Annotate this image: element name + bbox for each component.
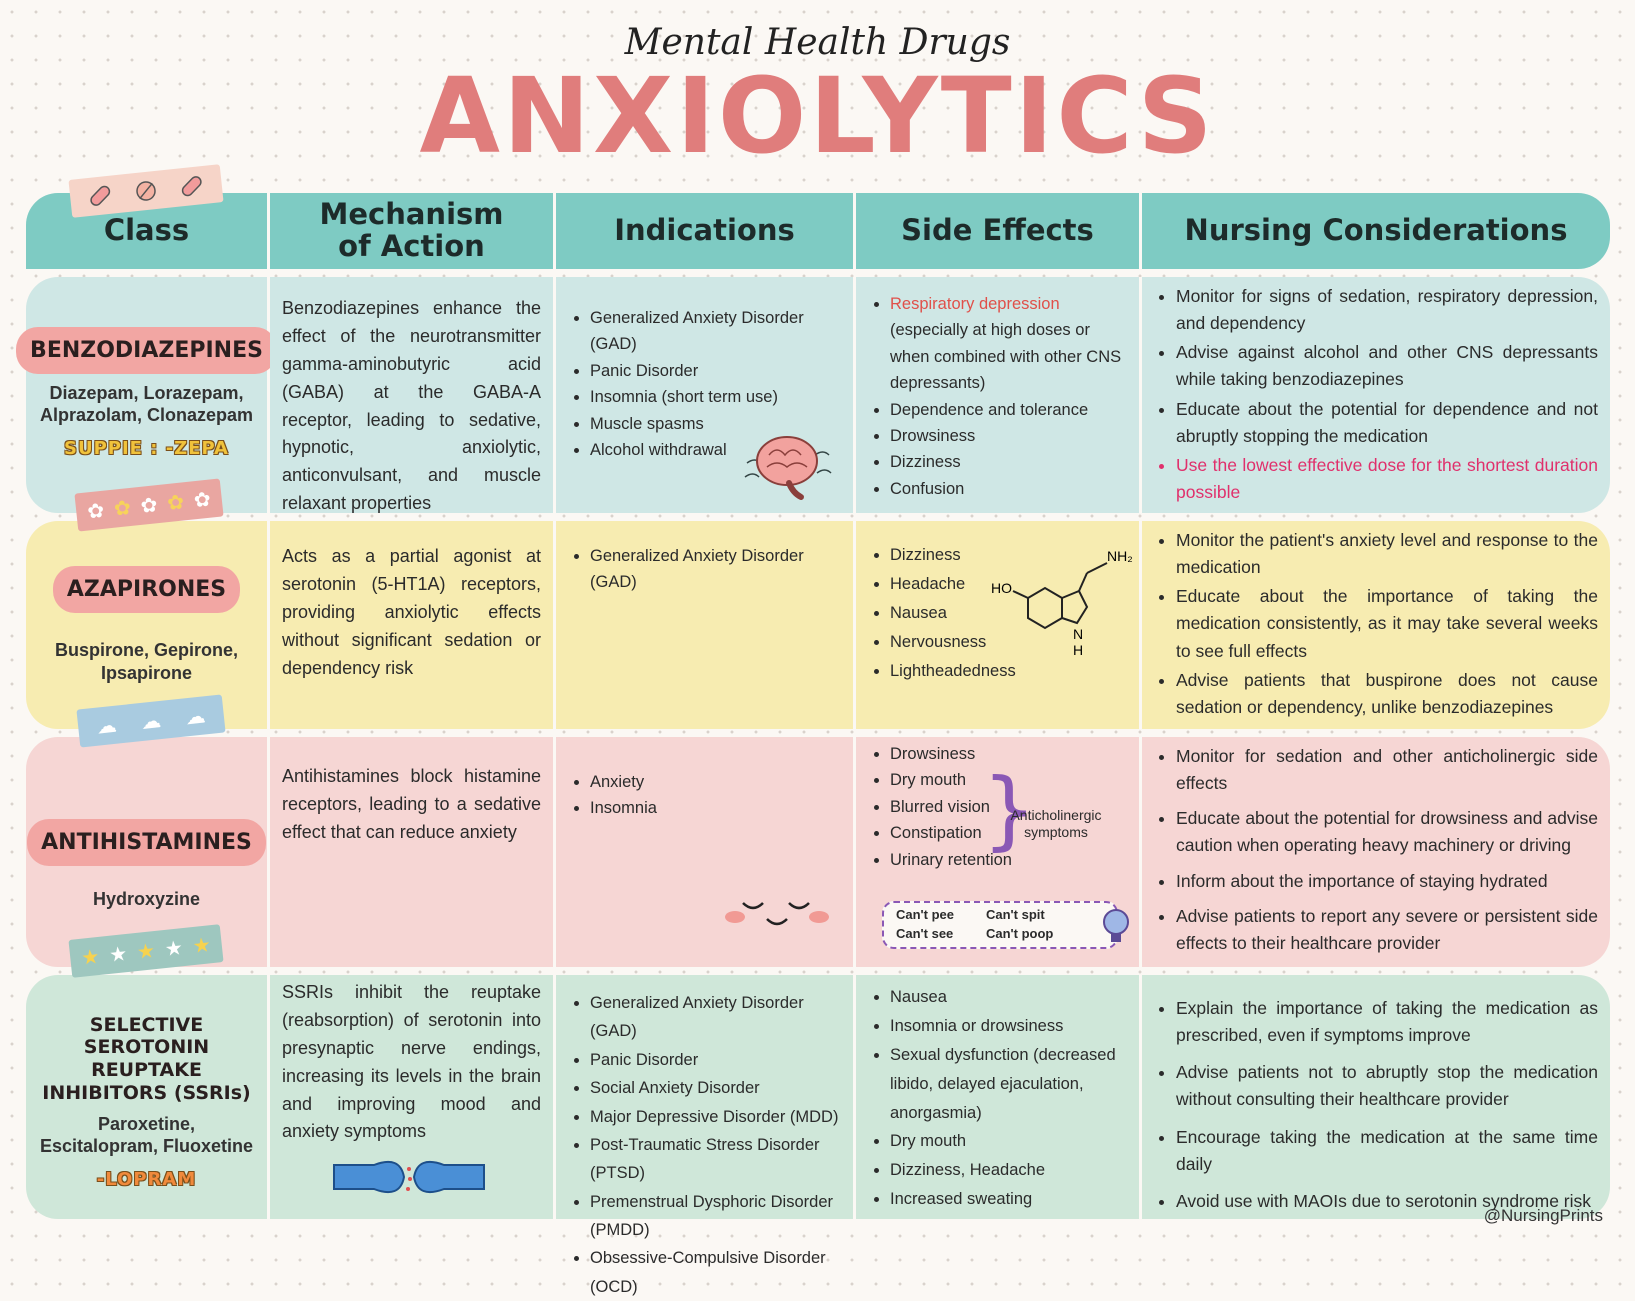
- page-subtitle: Mental Health Drugs: [624, 22, 1011, 63]
- watermark: @NursingPrints: [1483, 1206, 1603, 1225]
- list-item: • Dry mouth: [890, 767, 1127, 793]
- list-item: • Use the lowest effective dose for the shortest duration possible: [1176, 452, 1598, 506]
- suffix-label: -LOPRAM: [96, 1168, 197, 1190]
- list-item: • Nausea: [890, 599, 1127, 628]
- list-item: • Anxiety: [590, 769, 841, 795]
- flower-icon: ✿: [86, 499, 106, 523]
- indications-cell: [556, 975, 856, 1296]
- list-item: • Advise patients that buspirone does not cause sedation or dependency, unlike benzodiazepines: [1176, 667, 1598, 721]
- highlight-text: Respiratory depression: [890, 295, 1060, 313]
- flower-icon: ✿: [192, 488, 212, 512]
- mnemonic-item: Can't poop: [986, 926, 1054, 941]
- mnemonic-item: Can't pee: [896, 907, 954, 922]
- nursing-cell: [1142, 737, 1610, 967]
- class-name: BENZODIAZEPINES: [16, 327, 277, 374]
- indications-cell: [556, 277, 856, 513]
- pill-icon: [175, 170, 208, 203]
- column-header-side-effects: Side Effects: [856, 193, 1142, 269]
- class-cell-azapirones: [26, 521, 270, 729]
- list-item: • Lightheadedness: [890, 657, 1127, 686]
- list-item: • Insomnia (short term use): [590, 384, 841, 410]
- class-name: AZAPIRONES: [53, 566, 240, 613]
- list-item: • Dizziness: [890, 541, 1127, 570]
- list-item: • Dizziness, Headache: [890, 1156, 1127, 1185]
- synapse-icon: [334, 1145, 484, 1209]
- highlight-rest: (especially at high doses or when combined with other CNS depressants): [890, 321, 1122, 393]
- list-item: • Educate about the potential for drowsiness and advise caution when operating heavy machinery or driving: [1176, 805, 1598, 859]
- side-effects-cell: [856, 521, 1142, 729]
- list-item: • Constipation: [890, 820, 1127, 846]
- suffix-label: SUPPIE : -ZEPA: [64, 437, 229, 459]
- cloud-icon: ☁: [184, 704, 207, 729]
- side-effects-cell: [856, 277, 1142, 513]
- molecule-label-ho: HO: [991, 580, 1012, 596]
- list-item: • Explain the importance of taking the medication as prescribed, even if symptoms improve: [1176, 995, 1598, 1049]
- list-item: • Educate about the importance of taking the medication consistently, as it may take several weeks to see full effects: [1176, 583, 1598, 664]
- flower-icon: ✿: [139, 493, 159, 518]
- star-icon: ★: [163, 936, 184, 961]
- list-item: • Blurred vision: [890, 794, 1127, 820]
- mnemonic-item: Can't see: [896, 926, 954, 941]
- mnemonic-item: Can't spit: [986, 907, 1045, 922]
- cloud-icon: ☁: [95, 714, 118, 739]
- list-item: • Avoid use with MAOIs due to serotonin syndrome risk: [1176, 1188, 1598, 1215]
- list-item: • Muscle spasms: [590, 411, 841, 437]
- list-item: • Inform about the importance of staying hydrated: [1176, 868, 1598, 895]
- list-item: • Nervousness: [890, 628, 1127, 657]
- serotonin-molecule-icon: [983, 543, 1133, 663]
- list-item: • Alcohol withdrawal: [590, 437, 841, 463]
- nursing-cell: [1142, 521, 1610, 729]
- mechanism-cell: Benzodiazepines enhance the effect of the neurotransmitter gamma-aminobutyric acid (GABA) at the GABA-A receptor, leading to sedative, hypnotic, anxiolytic, anticonvulsant, and muscle relaxant properties: [270, 277, 556, 513]
- list-item: • Generalized Anxiety Disorder (GAD): [590, 305, 841, 358]
- indications-cell: [556, 737, 856, 967]
- list-item: • Insomnia: [590, 795, 841, 821]
- list-item: • Sexual dysfunction (decreased libido, delayed ejaculation, anorgasmia): [890, 1041, 1127, 1128]
- list-item: • Drowsiness: [890, 423, 1127, 449]
- star-icon: ★: [108, 942, 129, 967]
- list-item: • Obsessive-Compulsive Disorder (OCD): [590, 1244, 841, 1301]
- list-item: • Monitor for signs of sedation, respiratory depression, and dependency: [1176, 283, 1598, 337]
- side-effects-cell: [856, 737, 1142, 967]
- flower-icon: ✿: [112, 496, 132, 521]
- brace-icon: }: [982, 760, 1037, 860]
- list-item: • Advise against alcohol and other CNS depressants while taking benzodiazepines: [1176, 339, 1598, 393]
- side-effects-cell: [856, 975, 1142, 1219]
- mechanism-cell: [270, 975, 556, 1219]
- column-header-class: Class: [26, 193, 270, 269]
- brain-icon: [739, 425, 835, 505]
- list-item: • Generalized Anxiety Disorder (GAD): [590, 989, 841, 1046]
- list-item: • Encourage taking the medication at the same time daily: [1176, 1124, 1598, 1178]
- list-item: • Major Depressive Disorder (MDD): [590, 1103, 841, 1131]
- list-item: • Increased sweating: [890, 1185, 1127, 1214]
- cloud-icon: ☁: [139, 709, 163, 734]
- column-header-nursing: Nursing Considerations: [1142, 193, 1610, 269]
- list-item: • Premenstrual Dysphoric Disorder (PMDD): [590, 1188, 841, 1245]
- list-item: • Urinary retention: [890, 847, 1127, 873]
- drug-list: Buspirone, Gepirone, Ipsapirone: [54, 640, 239, 683]
- list-item: • Panic Disorder: [590, 1046, 841, 1074]
- nursing-cell: [1142, 277, 1610, 513]
- mechanism-text: SSRIs inhibit the reuptake (reabsorption) of serotonin into presynaptic nerve endings, increasing its levels in the brain and improving mood and anxiety symptoms: [282, 982, 541, 1142]
- drug-list: Hydroxyzine: [92, 889, 201, 910]
- list-item: • Drowsiness: [890, 741, 1127, 767]
- class-name: SELECTIVE SEROTONIN REUPTAKE INHIBITORS (SSRIs): [42, 1013, 251, 1104]
- list-item: • Dependence and tolerance: [890, 397, 1127, 423]
- star-icon: ★: [191, 933, 212, 958]
- drug-table: [26, 193, 1610, 1296]
- list-item: • Generalized Anxiety Disorder (GAD): [590, 543, 841, 596]
- flower-icon: ✿: [166, 490, 186, 515]
- list-item: • Nausea: [890, 983, 1127, 1012]
- page-title: ANXIOLYTICS: [419, 55, 1216, 177]
- mechanism-cell: Acts as a partial agonist at serotonin (5-HT1A) receptors, providing anxiolytic effects without significant sedation or dependency risk: [270, 521, 556, 729]
- nursing-cell: [1142, 975, 1610, 1219]
- list-item: • Dry mouth: [890, 1127, 1127, 1156]
- star-icon: ★: [135, 939, 157, 964]
- drug-list: Diazepam, Lorazepam, Alprazolam, Clonazepam: [39, 382, 254, 426]
- column-header-mechanism: [270, 193, 556, 269]
- list-item: • Dizziness: [890, 449, 1127, 475]
- indications-cell: [556, 521, 856, 729]
- anticholinergic-note: Anticholinergic symptoms: [1010, 807, 1102, 840]
- class-cell-benzodiazepines: [26, 277, 270, 513]
- anticholinergic-mnemonic: [882, 901, 1118, 949]
- list-item: • Panic Disorder: [590, 358, 841, 384]
- list-item: • Confusion: [890, 476, 1127, 502]
- list-item: • Social Anxiety Disorder: [590, 1074, 841, 1102]
- sleepy-face-icon: [723, 891, 833, 941]
- class-name: ANTIHISTAMINES: [27, 819, 266, 866]
- class-cell-ssris: [26, 975, 270, 1219]
- lightbulb-icon: [1101, 907, 1131, 947]
- list-item: • Monitor for sedation and other anticholinergic side effects: [1176, 743, 1598, 797]
- column-header-mechanism-text: Mechanism of Action: [319, 197, 504, 263]
- mechanism-cell: Antihistamines block histamine receptors, leading to a sedative effect that can reduce anxiety: [270, 737, 556, 967]
- molecule-label-h: H: [1073, 642, 1084, 658]
- list-item: • Headache: [890, 570, 1127, 599]
- list-item: • Post-Traumatic Stress Disorder (PTSD): [590, 1131, 841, 1188]
- drug-list: Paroxetine, Escitalopram, Fluoxetine: [39, 1113, 254, 1157]
- list-item: • Advise patients not to abruptly stop the medication without consulting their healthcare provider: [1176, 1059, 1598, 1113]
- molecule-label-n: N: [1073, 626, 1084, 642]
- list-item: • Insomnia or drowsiness: [890, 1012, 1127, 1041]
- molecule-label-nh2: NH₂: [1107, 548, 1133, 564]
- pill-icon: [132, 177, 161, 206]
- list-item: • Monitor the patient's anxiety level and response to the medication: [1176, 527, 1598, 581]
- pill-icon: [84, 179, 117, 212]
- list-item: • Educate about the potential for dependence and not abruptly stopping the medication: [1176, 396, 1598, 450]
- star-icon: ★: [80, 945, 101, 970]
- list-item: • Advise patients to report any severe or persistent side effects to their healthcare provider: [1176, 903, 1598, 957]
- list-item: [890, 291, 1127, 397]
- column-header-indications: Indications: [556, 193, 856, 269]
